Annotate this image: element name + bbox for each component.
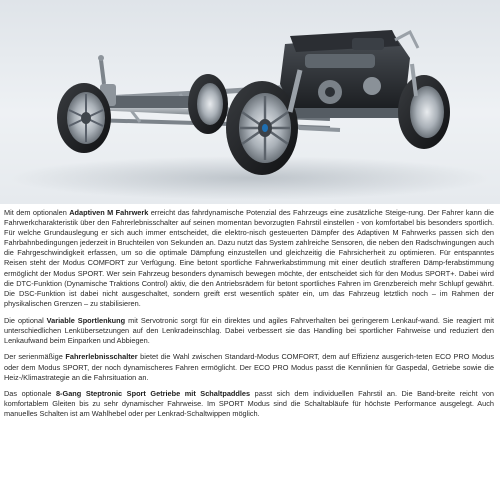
paragraph-sport-steering	[4, 316, 494, 346]
paragraph-steptronic-gearbox	[4, 389, 494, 419]
paragraph-text: Mit dem optionalen	[4, 208, 70, 217]
paragraph-text: erreicht das fahrdynamische Potenzial des Fahrzeugs eine zusätzliche Steige-rung. Der Fahrer kann die Fahrwerkcharakteristik über den Fahrerlebnisschalter auf seinen momentan bevorzugten Fahrstil einstellen - von komfortabel bis besonders sportlich. Für welche Grundauslegung er sich auch immer entscheidet, die elektro-nisch gesteuerten Dämpfer des Adaptiven M Fahrwerks passen sich den Fahrbahnbedingungen jederzeit in Bruchteilen von Sekunden an. Dazu nutzt das System zahlreiche Sensoren, die neben den Radschwingungen auch die Fahrgeschwindigkeit erfassen, um so die optimale Dämpfung einzustellen und gleichzeitig die Fahrsicherheit zu optimieren. Für entspanntes Reisen steht der Modus COMFORT zur Verfügung. Eine betont sportliche Fahrwerkabstimmung mit einer deutlich strafferen Dämp-ferabstimmung ermöglicht der Modus SPORT. Wer sein Fahrzeug besonders dynamisch bewegen möchte, der entscheidet sich für den Modus SPORT+. Dabei wird die DTC-Funktion (Dynamische Traktions Control) aktiv, die den Antriebsrädern für betont sportliches Fahren im Grenzbereich mehr Schlupf gewährt. Die DSC-Funktion ist dabei nicht ausgeschaltet, sondern greift erst wesentlich später ein, um das Fahrzeug letztlich noch – im Rahmen der physikalischen Grenzen – zu stabilisieren.	[4, 208, 494, 308]
paragraph-heading: Adaptiven M Fahrwerk	[69, 208, 149, 217]
chassis-illustration	[0, 0, 500, 204]
paragraph-heading: 8-Gang Steptronic Sport Getriebe mit Schaltpaddles	[55, 389, 251, 399]
paragraph-text: Der serienmäßige	[4, 352, 66, 362]
rear-left-wheel	[188, 74, 228, 134]
paragraph-heading: Variable Sportlenkung	[46, 315, 126, 325]
paragraph-text: mit Servotronic sorgt für ein direktes und agiles Fahrverhalten bei geringerem Lenkauf-wand. Sie reagiert mit unterschiedlichen Lenkübersetzungen auf den Lenkradeinschlag. Dabei verbessert sie das Handling bei sportlicher Fahrweise und reduziert den Lenkaufwand beim Einparken und Abbiegen.	[4, 315, 494, 345]
hero-image	[0, 0, 500, 204]
paragraph-heading: Fahrerlebnisschalter	[65, 352, 138, 362]
front-left-wheel	[398, 75, 450, 149]
paragraph-text: passt sich dem individuellen Fahrstil an. Die Band-breite reicht von komfortablem Gleiten bis zu sehr dynamischer Fahrweise. Im SPORT Modus sind die Schaltabläufe für höchste Performance ausgelegt. Auch manuelles Schalten ist am Wahlhebel oder per Lenkrad-Schaltwippen möglich.	[4, 389, 494, 419]
paragraph-text: bietet die Wahl zwischen Standard-Modus COMFORT, dem auf Effizienz ausgerich-teten ECO PRO Modus oder dem Modus SPORT, der noch dynamischeres Fahren ermöglicht. Der ECO PRO Modus passt die Kennlinien für Gaspedal, Getriebe sowie die Heiz-/Klimastrategie an die Fahrsituation an.	[4, 352, 494, 382]
paragraph-adaptive-suspension	[4, 208, 494, 309]
paragraph-text: Die optional	[4, 315, 47, 325]
front-right-wheel	[226, 81, 298, 175]
article-text	[4, 208, 494, 426]
rear-right-wheel	[57, 83, 111, 153]
paragraph-text: Das optionale	[4, 389, 56, 399]
paragraph-driving-experience-switch	[4, 352, 494, 382]
